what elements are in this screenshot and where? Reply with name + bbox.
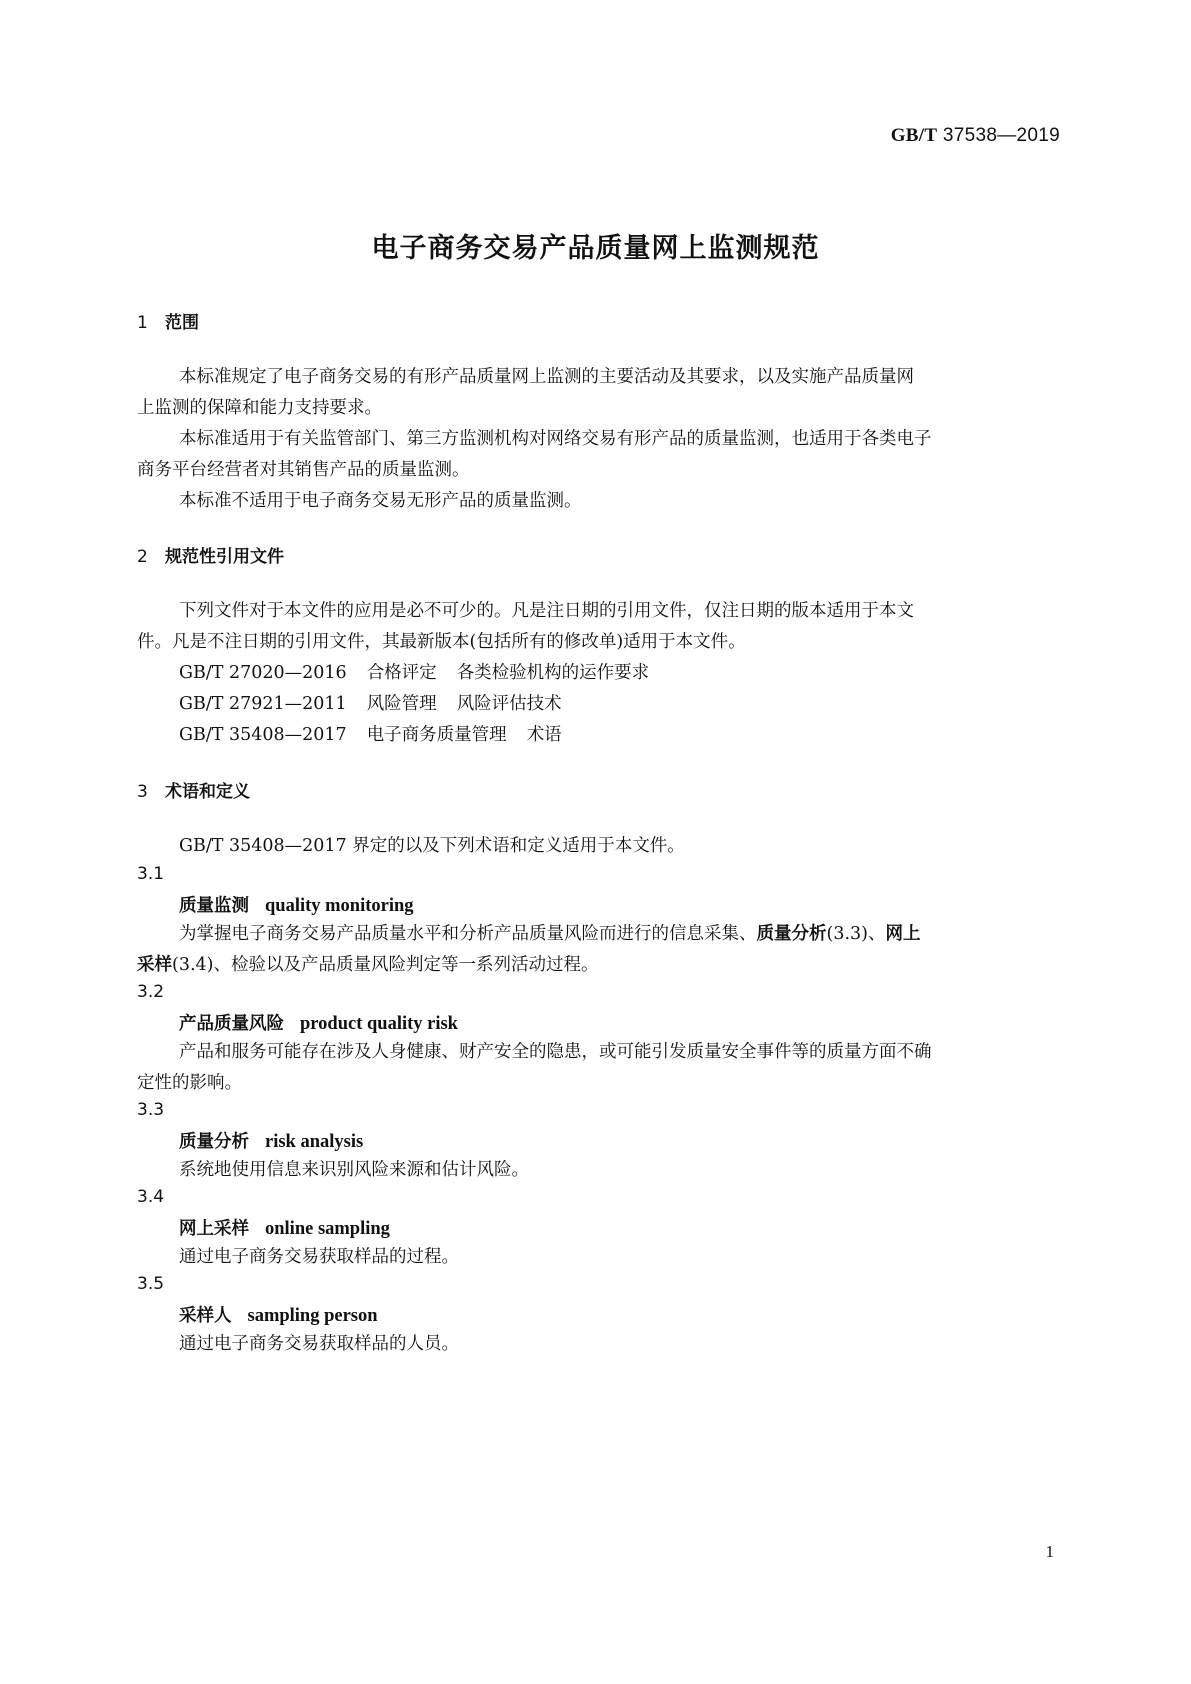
term-definition-line1 (137, 919, 921, 950)
reference-item (137, 720, 562, 751)
reference-title-a: 风险管理 (366, 694, 437, 714)
term-en: product quality risk (300, 1014, 458, 1034)
reference-code: GB/T 27020—2016 (179, 663, 347, 683)
term-definition-line1: 产品和服务可能存在涉及人身健康、财产安全的隐患，或可能引发质量安全事件等的质量方面不确 (179, 1042, 932, 1062)
term-zh: 网上采样 (179, 1219, 249, 1239)
reference-title-a: 合格评定 (366, 663, 437, 683)
term-number: 3.4 (137, 1187, 165, 1207)
section-1-heading (137, 308, 199, 333)
document-title: 电子商务交易产品质量网上监测规范 (371, 233, 820, 264)
section-number: 1 (137, 313, 148, 333)
section-title: 范围 (165, 313, 199, 333)
term-number: 3.3 (137, 1100, 165, 1120)
reference-title-b: 风险评估技术 (456, 694, 562, 714)
term-zh: 质量监测 (179, 896, 249, 916)
term-zh: 质量分析 (179, 1132, 249, 1152)
s2-p1-line1: 下列文件对于本文件的应用是必不可少的。凡是注日期的引用文件，仅注日期的版本适用于本文 (179, 601, 914, 621)
term-en: quality monitoring (265, 896, 414, 916)
reference-code: GB/T 27921—2011 (179, 694, 347, 714)
term-heading (179, 1128, 363, 1153)
s1-p3: 本标准不适用于电子商务交易无形产品的质量监测。 (179, 491, 582, 511)
definition-text: 为掌握电子商务交易产品质量水平和分析产品质量风险而进行的信息采集、 (179, 924, 757, 944)
term-en: sampling person (247, 1306, 378, 1326)
term-zh: 产品质量风险 (179, 1014, 284, 1034)
standard-code-prefix: GB/T (890, 125, 938, 146)
section-3-heading (137, 777, 250, 802)
section-title: 术语和定义 (165, 782, 250, 802)
reference-title-a: 电子商务质量管理 (366, 725, 507, 745)
s1-p1-line2: 上监测的保障和能力支持要求。 (137, 398, 382, 418)
s3-intro: GB/T 35408—2017 界定的以及下列术语和定义适用于本文件。 (179, 836, 685, 856)
reference-title-b: 各类检验机构的运作要求 (456, 663, 650, 683)
standard-code-number: 37538—2019 (942, 125, 1060, 146)
s1-p1-line1: 本标准规定了电子商务交易的有形产品质量网上监测的主要活动及其要求，以及实施产品质量网 (179, 367, 914, 387)
definition-text: (3.4)、检验以及产品质量风险判定等一系列活动过程。 (172, 955, 599, 975)
reference-item (137, 658, 649, 689)
term-number: 3.5 (137, 1274, 165, 1294)
reference-code: GB/T 35408—2017 (179, 725, 347, 745)
term-en: risk analysis (265, 1132, 364, 1152)
s1-p2-line1: 本标准适用于有关监管部门、第三方监测机构对网络交易有形产品的质量监测，也适用于各类电子 (179, 429, 932, 449)
reference-title-b: 术语 (526, 725, 562, 745)
term-reference: 网上 (885, 924, 921, 944)
section-number: 3 (137, 782, 148, 802)
term-heading (179, 1302, 378, 1327)
term-definition: 通过电子商务交易获取样品的人员。 (179, 1334, 459, 1354)
term-reference: 采样 (137, 955, 172, 975)
s1-p2-line2: 商务平台经营者对其销售产品的质量监测。 (137, 460, 470, 480)
term-definition-line2 (137, 950, 598, 981)
term-heading (179, 892, 414, 917)
term-heading (179, 1215, 390, 1240)
term-heading (179, 1010, 458, 1035)
term-number: 3.1 (137, 864, 165, 884)
term-definition-line2: 定性的影响。 (137, 1073, 242, 1093)
term-number: 3.2 (137, 982, 165, 1002)
s2-p1-line2: 件。凡是不注日期的引用文件，其最新版本(包括所有的修改单)适用于本文件。 (137, 632, 746, 652)
term-definition: 系统地使用信息来识别风险来源和估计风险。 (179, 1160, 529, 1180)
definition-text: (3.3)、 (826, 924, 886, 944)
section-2-heading (137, 542, 284, 567)
section-number: 2 (137, 547, 148, 567)
term-definition: 通过电子商务交易获取样品的过程。 (179, 1247, 459, 1267)
term-reference: 质量分析 (756, 924, 827, 944)
standard-code (891, 125, 1060, 147)
term-en: online sampling (265, 1219, 390, 1239)
page-number: 1 (1045, 1542, 1054, 1561)
section-title: 规范性引用文件 (165, 547, 284, 567)
reference-item (137, 689, 562, 720)
term-zh: 采样人 (179, 1306, 232, 1326)
